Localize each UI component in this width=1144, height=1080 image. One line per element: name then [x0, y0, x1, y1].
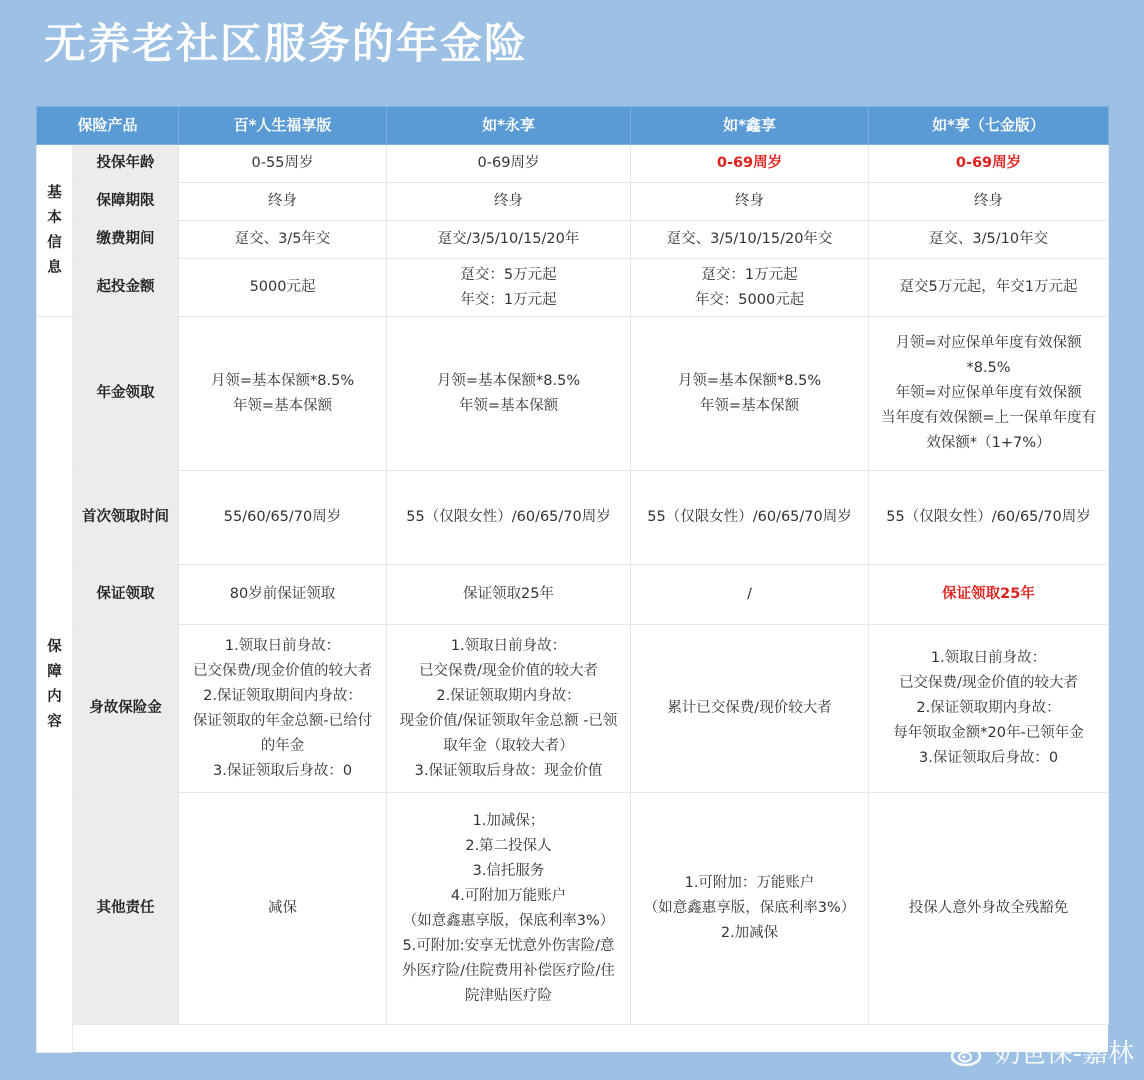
cell-term-4: 终身: [869, 183, 1109, 221]
header-product-2: 如*永享: [387, 107, 631, 145]
cell-term-2: 终身: [387, 183, 631, 221]
comparison-table: [36, 106, 1109, 1053]
header-product-3: 如*鑫享: [631, 107, 869, 145]
row-label-min: 起投金额: [73, 259, 179, 317]
cell-first-4: 55（仅限女性）/60/65/70周岁: [869, 471, 1109, 565]
cell-guarantee-2: 保证领取25年: [387, 565, 631, 625]
cell-annuity-2: 月领=基本保额*8.5% 年领=基本保额: [387, 317, 631, 471]
cell-death-1: 1.领取日前身故： 已交保费/现金价值的较大者 2.保证领取期间内身故： 保证领取的年金总额-已给付 的年金 3.保证领取后身故：0: [179, 625, 387, 793]
cell-min-4: 趸交5万元起，年交1万元起: [869, 259, 1109, 317]
cell-death-4: 1.领取日前身故： 已交保费/现金价值的较大者 2.保证领取期内身故： 每年领取金额*20年-已领年金 3.保证领取后身故：0: [869, 625, 1109, 793]
cell-other-2: 1.加减保； 2.第二投保人 3.信托服务 4.可附加万能账户 （如意鑫惠享版，保底利率3%） 5.可附加:安享无忧意外伤害险/意 外医疗险/住院费用补偿医疗险/住 院津贴医疗险: [387, 793, 631, 1025]
row-min: [37, 259, 1109, 317]
cell-min-2: 趸交：5万元起 年交：1万元起: [387, 259, 631, 317]
cell-first-3: 55（仅限女性）/60/65/70周岁: [631, 471, 869, 565]
cell-pay-3: 趸交、3/5/10/15/20年交: [631, 221, 869, 259]
row-label-term: 保障期限: [73, 183, 179, 221]
row-other: [37, 793, 1109, 1025]
cell-age-1: 0-55周岁: [179, 145, 387, 183]
row-label-death: 身故保险金: [73, 625, 179, 793]
row-label-age: 投保年龄: [73, 145, 179, 183]
row-guarantee: [37, 565, 1109, 625]
row-first: [37, 471, 1109, 565]
cell-age-3: 0-69周岁: [631, 145, 869, 183]
group-basic-info: 基 本 信 息: [37, 145, 73, 317]
row-label-first: 首次领取时间: [73, 471, 179, 565]
cell-guarantee-4: 保证领取25年: [869, 565, 1109, 625]
header-product-4: 如*享（七金版）: [869, 107, 1109, 145]
cell-min-3: 趸交：1万元起 年交：5000元起: [631, 259, 869, 317]
cell-other-4: 投保人意外身故全残豁免: [869, 793, 1109, 1025]
cell-guarantee-3: /: [631, 565, 869, 625]
cell-pay-2: 趸交/3/5/10/15/20年: [387, 221, 631, 259]
cell-death-3: 累计已交保费/现价较大者: [631, 625, 869, 793]
cell-annuity-1: 月领=基本保额*8.5% 年领=基本保额: [179, 317, 387, 471]
cell-first-2: 55（仅限女性）/60/65/70周岁: [387, 471, 631, 565]
row-death: [37, 625, 1109, 793]
header-row: [37, 107, 1109, 145]
header-product-label: 保险产品: [37, 107, 179, 145]
cell-other-1: 减保: [179, 793, 387, 1025]
cell-first-1: 55/60/65/70周岁: [179, 471, 387, 565]
cell-pay-1: 趸交、3/5年交: [179, 221, 387, 259]
group-coverage: 保 障 内 容: [37, 317, 73, 1053]
cell-term-3: 终身: [631, 183, 869, 221]
cell-guarantee-1: 80岁前保证领取: [179, 565, 387, 625]
cell-other-3: 1.可附加：万能账户 （如意鑫惠享版，保底利率3%） 2.加减保: [631, 793, 869, 1025]
row-annuity: [37, 317, 1109, 471]
row-pay: [37, 221, 1109, 259]
cell-age-4: 0-69周岁: [869, 145, 1109, 183]
cell-annuity-4: 月领=对应保单年度有效保额 *8.5% 年领=对应保单年度有效保额 当年度有效保额=上一保单年度有 效保额*（1+7%）: [869, 317, 1109, 471]
row-label-guarantee: 保证领取: [73, 565, 179, 625]
weibo-icon: [949, 1037, 989, 1067]
cell-annuity-3: 月领=基本保额*8.5% 年领=基本保额: [631, 317, 869, 471]
cell-death-2: 1.领取日前身故： 已交保费/现金价值的较大者 2.保证领取期内身故： 现金价值/保证领取年金总额 -已领 取年金（取较大者） 3.保证领取后身故：现金价值: [387, 625, 631, 793]
watermark-text: 奶爸保-嘉林: [994, 1039, 1134, 1069]
comparison-sheet: [36, 106, 1108, 1052]
watermark: [949, 1033, 1134, 1070]
row-term: [37, 183, 1109, 221]
row-label-pay: 缴费期间: [73, 221, 179, 259]
row-label-annuity: 年金领取: [73, 317, 179, 471]
row-age: [37, 145, 1109, 183]
cell-age-2: 0-69周岁: [387, 145, 631, 183]
cell-pay-4: 趸交、3/5/10年交: [869, 221, 1109, 259]
page-title: 无养老社区服务的年金险: [44, 19, 529, 68]
header-product-1: 百*人生福享版: [179, 107, 387, 145]
cell-min-1: 5000元起: [179, 259, 387, 317]
cell-term-1: 终身: [179, 183, 387, 221]
row-label-other: 其他责任: [73, 793, 179, 1025]
